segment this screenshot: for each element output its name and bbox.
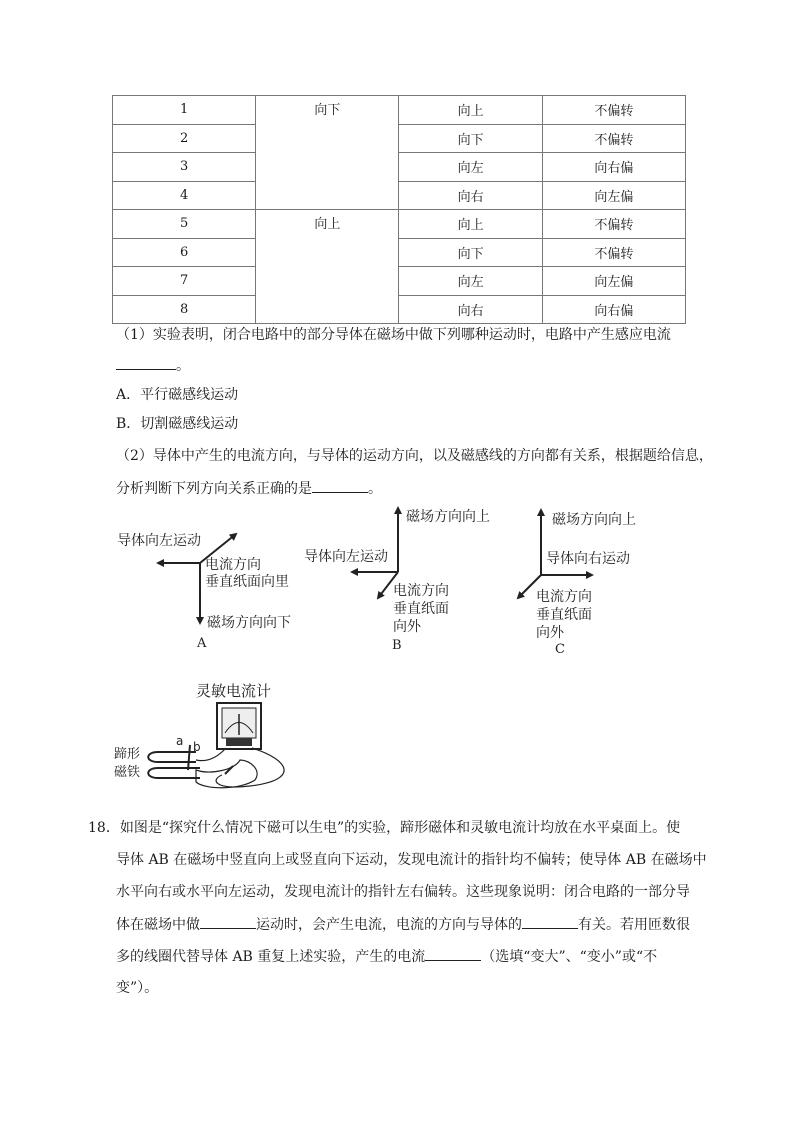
diagram-b-current-label-2: 垂直纸面 bbox=[393, 601, 449, 617]
experiment-number-cell: 3 bbox=[113, 153, 256, 182]
conductor-ab bbox=[188, 745, 190, 770]
wire-right bbox=[216, 748, 284, 787]
diagram-a-motion-label: 导体向左运动 bbox=[117, 533, 201, 549]
diagram-c-letter: C bbox=[555, 642, 565, 657]
experiment-number-cell: 1 bbox=[113, 96, 256, 125]
diagram-b-field-label: 磁场方向向上 bbox=[406, 509, 490, 525]
conductor-motion-cell: 向下 bbox=[399, 238, 542, 267]
diagram-a-field-label: 磁场方向向下 bbox=[207, 615, 291, 631]
label-a: a bbox=[176, 734, 184, 748]
galvanometer-base bbox=[226, 738, 252, 746]
q18-line1: 18．如图是“探究什么情况下磁可以生电”的实验，蹄形磁体和灵敏电流计均放在水平桌面上。使 bbox=[88, 820, 681, 836]
q18-blank-3[interactable] bbox=[425, 946, 481, 961]
pointer-deflection-cell: 向右偏 bbox=[542, 295, 685, 324]
q18-line4-b: 运动时，会产生电流，电流的方向与导体的 bbox=[256, 917, 522, 933]
q2-line1: （2）导体中产生的电流方向，与导体的运动方向，以及磁感线的方向都有关系，根据题给信息， bbox=[116, 448, 713, 464]
q18-line2: 导体 AB 在磁场中竖直向上或竖直向下运动，发现电流计的指针均不偏转；使导体 AB 在磁场中 bbox=[116, 852, 707, 868]
galvanometer-label: 灵敏电流计 bbox=[196, 682, 272, 700]
pointer-deflection-cell: 向左偏 bbox=[542, 267, 685, 296]
q18-line4-a: 体在磁场中做 bbox=[116, 917, 200, 933]
conductor-motion-cell: 向右 bbox=[399, 181, 542, 210]
diagram-c-current-label-2: 垂直纸面 bbox=[536, 607, 592, 623]
field-direction-cell: 向上 bbox=[256, 210, 399, 324]
magnet-label-1: 蹄形 bbox=[114, 747, 141, 762]
experiment-number-cell: 2 bbox=[113, 124, 256, 153]
experiment-number-cell: 4 bbox=[113, 181, 256, 210]
q18-line5 bbox=[116, 946, 657, 967]
experiment-number-cell: 7 bbox=[113, 267, 256, 296]
q18-blank-2[interactable] bbox=[522, 914, 578, 929]
diagram-c-field-label: 磁场方向向上 bbox=[552, 512, 636, 528]
q2-line2-end: 。 bbox=[368, 481, 382, 497]
q18-line6: 变”）。 bbox=[116, 980, 159, 996]
q1-option-b: B．切割磁感线运动 bbox=[116, 416, 239, 432]
diagram-c-current-label-3: 向外 bbox=[536, 625, 564, 641]
diagram-a-current-label-1: 电流方向 bbox=[205, 557, 261, 573]
conductor-motion-cell: 向左 bbox=[399, 153, 542, 182]
pointer-deflection-cell: 向右偏 bbox=[542, 153, 685, 182]
conductor-motion-cell: 向上 bbox=[399, 210, 542, 239]
experiment-number-cell: 8 bbox=[113, 295, 256, 324]
q1-stem-end: 。 bbox=[176, 358, 190, 374]
diagram-c-motion-label: 导体向右运动 bbox=[546, 551, 630, 567]
conductor-motion-cell: 向下 bbox=[399, 124, 542, 153]
diagram-a-letter: A bbox=[197, 636, 207, 651]
q18-line3: 水平向右或水平向左运动，发现电流计的指针左右偏转。这些现象说明：闭合电路的一部分导 bbox=[116, 884, 690, 900]
q18-line4 bbox=[116, 914, 690, 935]
q18-line4-c: 有关。若用匝数很 bbox=[578, 917, 690, 933]
pointer-deflection-cell: 不偏转 bbox=[542, 124, 685, 153]
pointer-deflection-cell: 不偏转 bbox=[542, 238, 685, 267]
diagram-a-current-label-2: 垂直纸面向里 bbox=[205, 574, 289, 590]
diagram-b-current-label-1: 电流方向 bbox=[393, 583, 449, 599]
pointer-deflection-cell: 不偏转 bbox=[542, 96, 685, 125]
q2-line2-start: 分析判断下列方向关系正确的是 bbox=[116, 481, 312, 497]
pointer-deflection-cell: 向左偏 bbox=[542, 181, 685, 210]
field-direction-cell: 向下 bbox=[256, 96, 399, 210]
q18-line5-a: 多的线圈代替导体 AB 重复上述实验，产生的电流 bbox=[116, 949, 426, 965]
diagram-b-current-label-3: 向外 bbox=[393, 619, 421, 635]
experiment-number-cell: 5 bbox=[113, 210, 256, 239]
diagram-c-current-label-1: 电流方向 bbox=[536, 589, 592, 605]
magnet-label-2: 磁铁 bbox=[114, 765, 141, 780]
q1-option-a: A．平行磁感线运动 bbox=[116, 387, 239, 403]
horseshoe-magnet-bottom bbox=[148, 768, 200, 778]
experiment-number-cell: 6 bbox=[113, 238, 256, 267]
conductor-motion-cell: 向右 bbox=[399, 295, 542, 324]
conductor-motion-cell: 向上 bbox=[399, 96, 542, 125]
pointer-deflection-cell: 不偏转 bbox=[542, 210, 685, 239]
table-board bbox=[196, 760, 257, 788]
diagram-b-motion-label: 导体向左运动 bbox=[304, 549, 388, 565]
conductor-motion-cell: 向左 bbox=[399, 267, 542, 296]
diagram-b-letter: B bbox=[392, 638, 402, 653]
q1-stem: （1）实验表明，闭合电路中的部分导体在磁场中做下列哪种运动时，电路中产生感应电流 bbox=[116, 327, 671, 343]
q18-line5-b: （选填“变大”、“变小”或“不 bbox=[481, 949, 658, 965]
q18-blank-1[interactable] bbox=[200, 914, 256, 929]
label-b: b bbox=[193, 740, 201, 754]
